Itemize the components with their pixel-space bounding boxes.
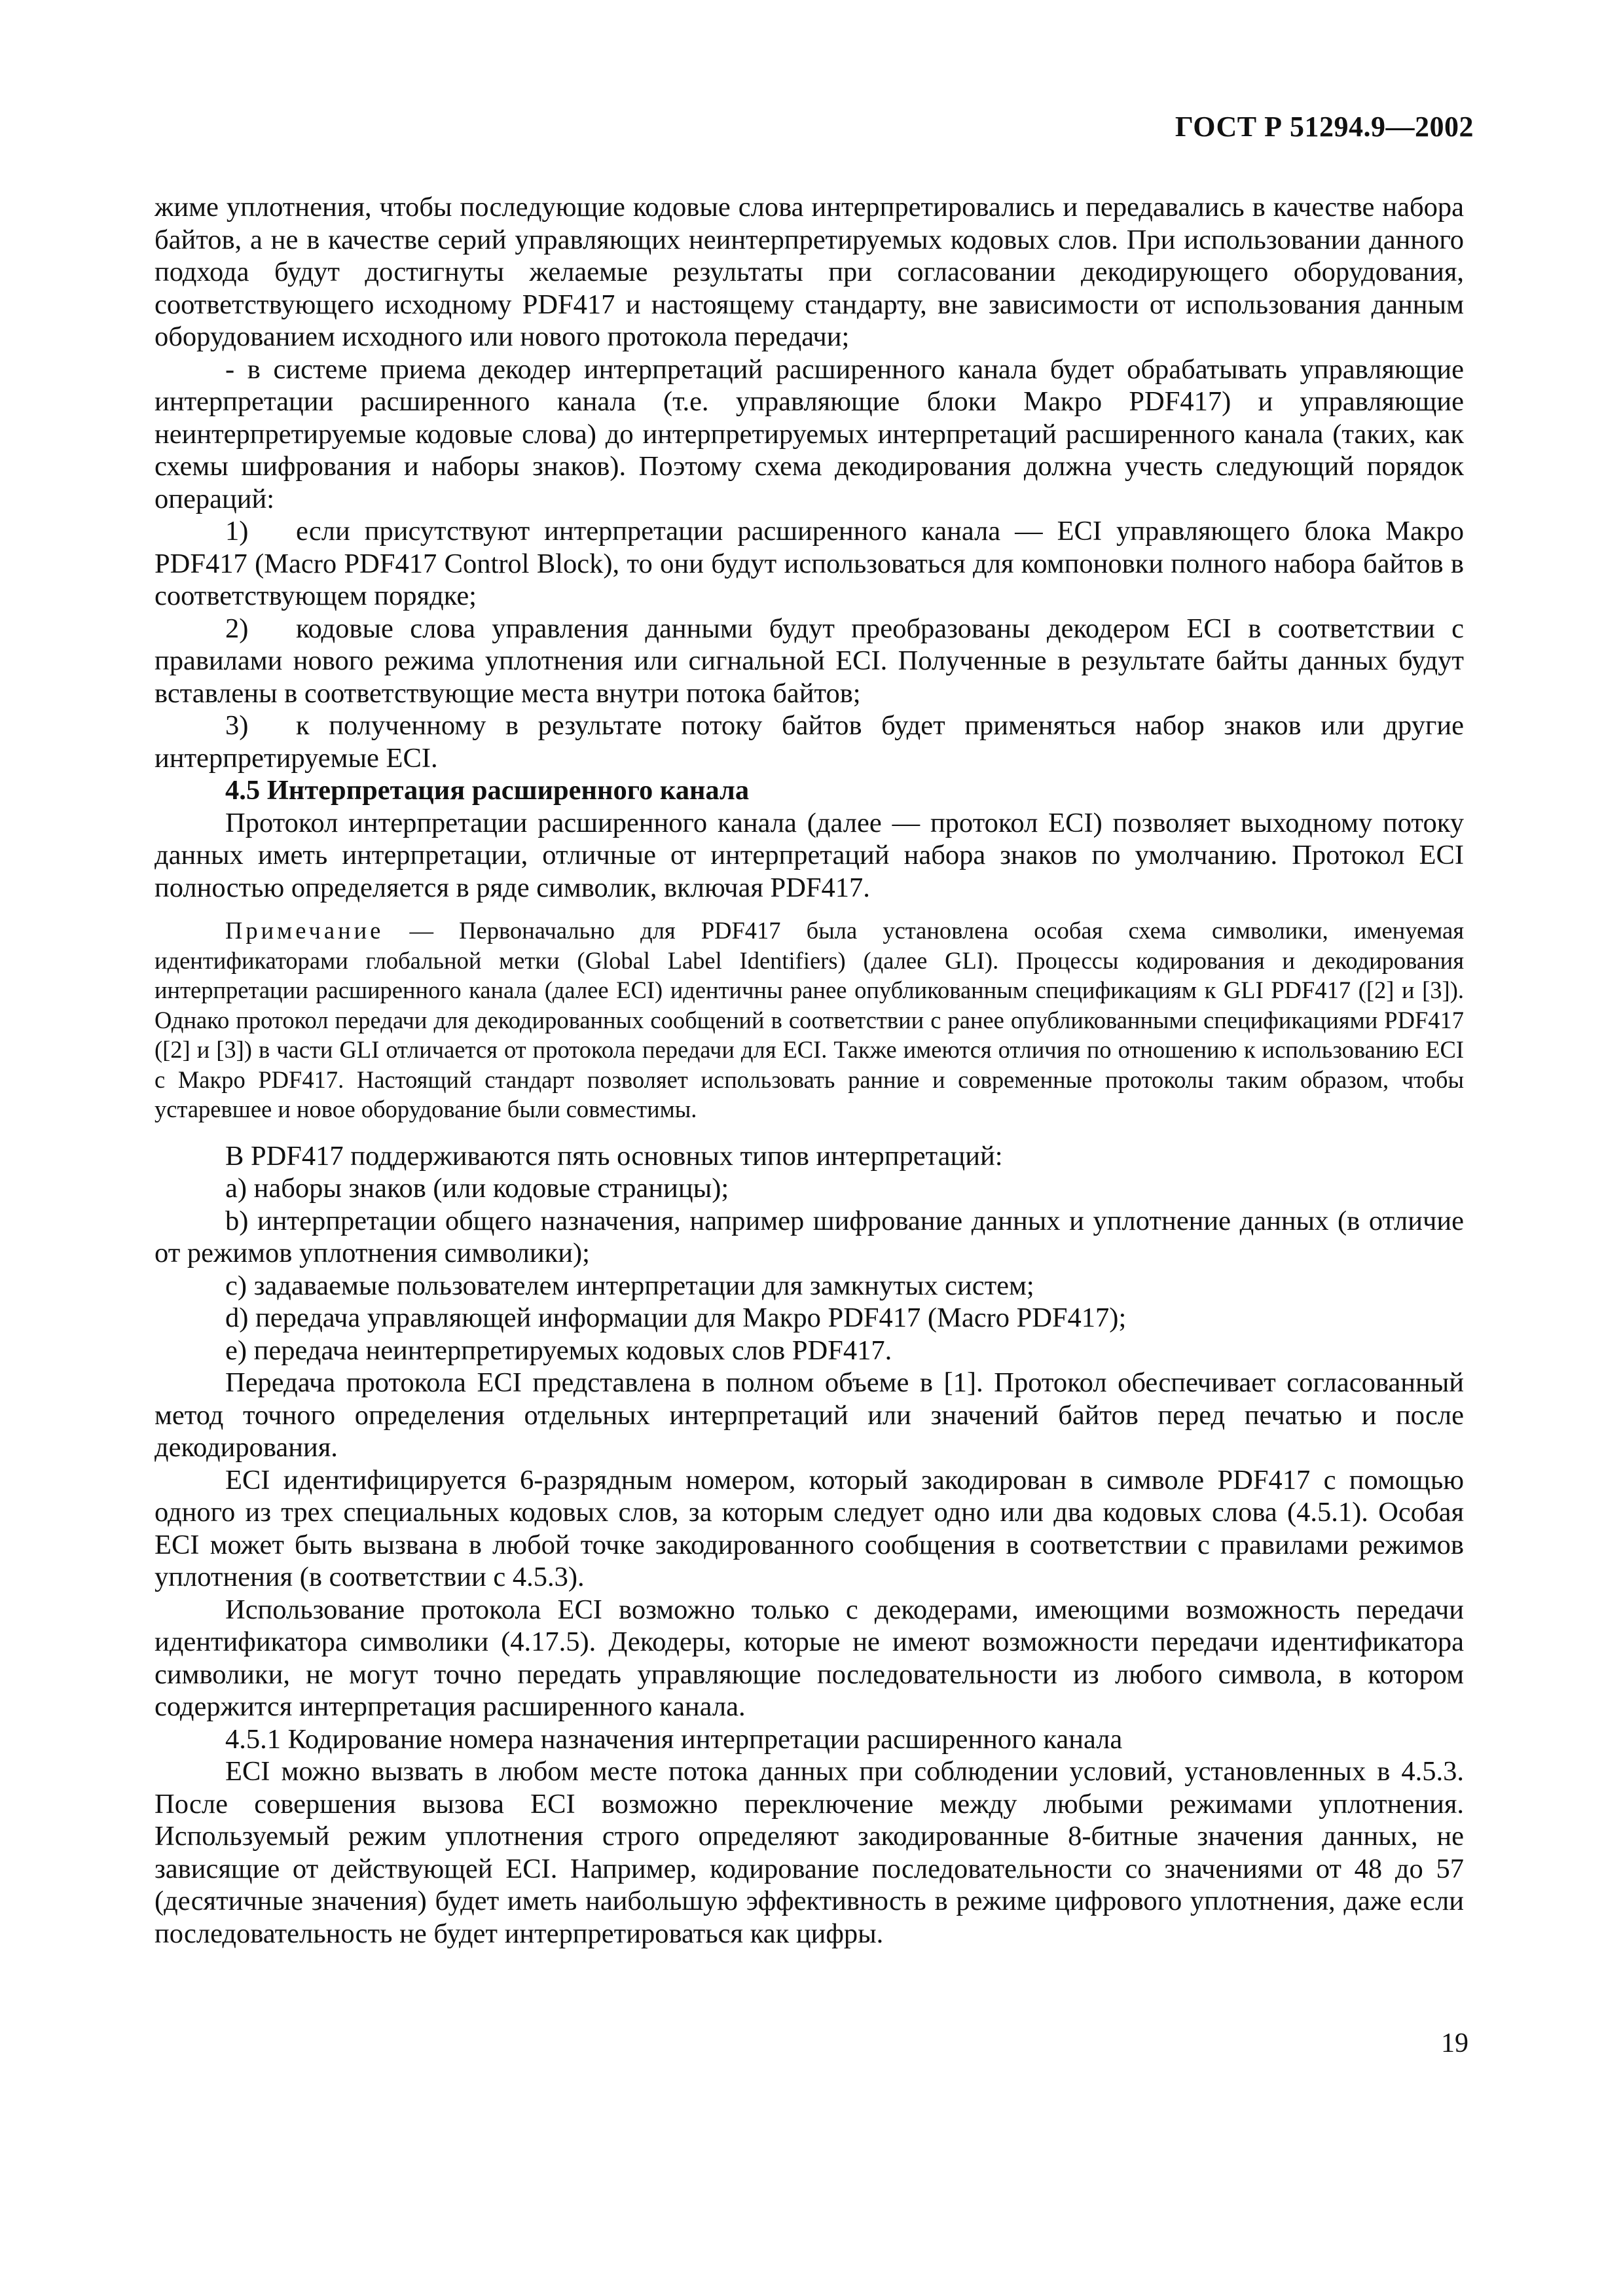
list-item: c) задаваемые пользователем интерпретации для замкнутых систем; (225, 1270, 1034, 1301)
item-text: если присутствуют интерпретации расширенного канала — ECI управляющего блока Макро PDF417 (Macro PDF417 Control Block), то они будут использоваться для компоновки полного набора байтов в соответствующем порядке; (155, 516, 1464, 611)
item-number: 2) (225, 613, 249, 644)
numbered-item (155, 515, 1464, 613)
item-number: 3) (225, 710, 249, 741)
list-item: d) передача управляющей информации для Макро PDF417 (Macro PDF417); (225, 1302, 1127, 1333)
numbered-item (155, 613, 1464, 710)
paragraph: Использование протокола ECI возможно только с декодерами, имеющими возможность передачи идентификатора символики (4.17.5). Декодеры, которые не имеют возможности передачи идентификатора символики, не могут точно передать управляющие последовательности из любого символа, в котором содержится интерпретация расширенного канала. (155, 1594, 1464, 1722)
page-body (155, 191, 1464, 1950)
paragraph: жиме уплотнения, чтобы последующие кодовые слова интерпретировались и передавались в качестве набора байтов, а не в качестве серий управляющих неинтерпретируемых кодовых слов. При использовании данного подхода будут достигнуты желаемые результаты при согласовании декодирующего оборудования, соответствующего исходному PDF417 и настоящему стандарту, вне зависимости от использования данным оборудованием исходного или нового протокола передачи; (155, 192, 1464, 352)
item-text: к полученному в результате потоку байтов будет применяться набор знаков или другие интерпретируемые ECI. (155, 710, 1464, 774)
paragraph: ECI идентифицируется 6-разрядным номером, который закодирован в символе PDF417 с помощью одного из трех специальных кодовых слов, за которым следует одно или два кодовых слова (4.5.1). Особая ECI может быть вызвана в любой точке закодированного сообщения в соответствии с правилами режимов уплотнения (в соответствии с 4.5.3). (155, 1464, 1464, 1592)
list-item: b) интерпретации общего назначения, например шифрование данных и уплотнение данных (в отличие от режимов уплотнения символики); (155, 1205, 1464, 1268)
list-item: а) наборы знаков (или кодовые страницы); (225, 1173, 729, 1204)
page-number: 19 (1441, 2028, 1468, 2058)
paragraph: ECI можно вызвать в любом месте потока данных при соблюдении условий, установленных в 4.5.3. После совершения вызова ECI возможно переключение между любыми режимами уплотнения. Используемый режим уплотнения строго определяют закодированные 8-битные значения данных, не зависящие от действующей ECI. Например, кодирование последовательности со значениями от 48 до 57 (десятичные значения) будет иметь наибольшую эффективность в режиме цифрового уплотнения, даже если последовательность не будет интерпретироваться как цифры. (155, 1756, 1464, 1949)
note (155, 916, 1464, 1124)
item-text: кодовые слова управления данными будут преобразованы декодером ECI в соответствии с правилами нового режима уплотнения или сигнальной ECI. Полученные в результате байты данных будут вставлены в соответствующие места внутри потока байтов; (155, 613, 1464, 709)
section-heading: 4.5 Интерпретация расширенного канала (225, 775, 750, 806)
paragraph: Передача протокола ECI представлена в полном объеме в [1]. Протокол обеспечивает согласованный метод точного определения отдельных интерпретаций или значений байтов перед печатью и после декодирования. (155, 1367, 1464, 1463)
subsection-heading: 4.5.1 Кодирование номера назначения интерпретации расширенного канала (225, 1723, 1123, 1755)
note-text: — Первоначально для PDF417 была установлена особая схема символики, именуемая идентификаторами глобальной метки (Global Label Identifiers) (далее GLI). Процессы кодирования и декодирования интерпретации расширенного канала (далее ECI) идентичны ранее опубликованным спецификациям к GLI PDF417 ([2] и [3]). Однако протокол передачи для декодированных сообщений в соответствии с ранее опубликованными спецификациями PDF417 ([2] и [3]) в части GLI отличается от протокола передачи для ECI. Также имеются отличия по отношению к использованию ECI с Макро PDF417. Настоящий стандарт позволяет использовать ранние и современные протоколы таким образом, чтобы устаревшее и новое оборудование были совместимы. (155, 917, 1464, 1122)
item-number: 1) (225, 516, 249, 547)
note-label: Примечание (225, 917, 384, 944)
document-id-header: ГОСТ Р 51294.9—2002 (1175, 111, 1474, 143)
list-item: e) передача неинтерпретируемых кодовых слов PDF417. (225, 1335, 892, 1366)
numbered-item (155, 709, 1464, 774)
paragraph: - в системе приема декодер интерпретаций расширенного канала будет обрабатывать управляющие интерпретации расширенного канала (т.е. управляющие блоки Макро PDF417) и управляющие неинтерпретируемые кодовые слова) до интерпретируемых интерпретаций расширенного канала (таких, как схемы шифрования и наборы знаков). Поэтому схема декодирования должна учесть следующий порядок операций: (155, 353, 1464, 514)
types-intro: В PDF417 поддерживаются пять основных типов интерпретаций: (225, 1140, 1003, 1172)
section-intro: Протокол интерпретации расширенного канала (далее — протокол ECI) позволяет выходному потоку данных иметь интерпретации, отличные от интерпретаций набора знаков по умолчанию. Протокол ECI полностью определяется в ряде символик, включая PDF417. (155, 807, 1464, 903)
